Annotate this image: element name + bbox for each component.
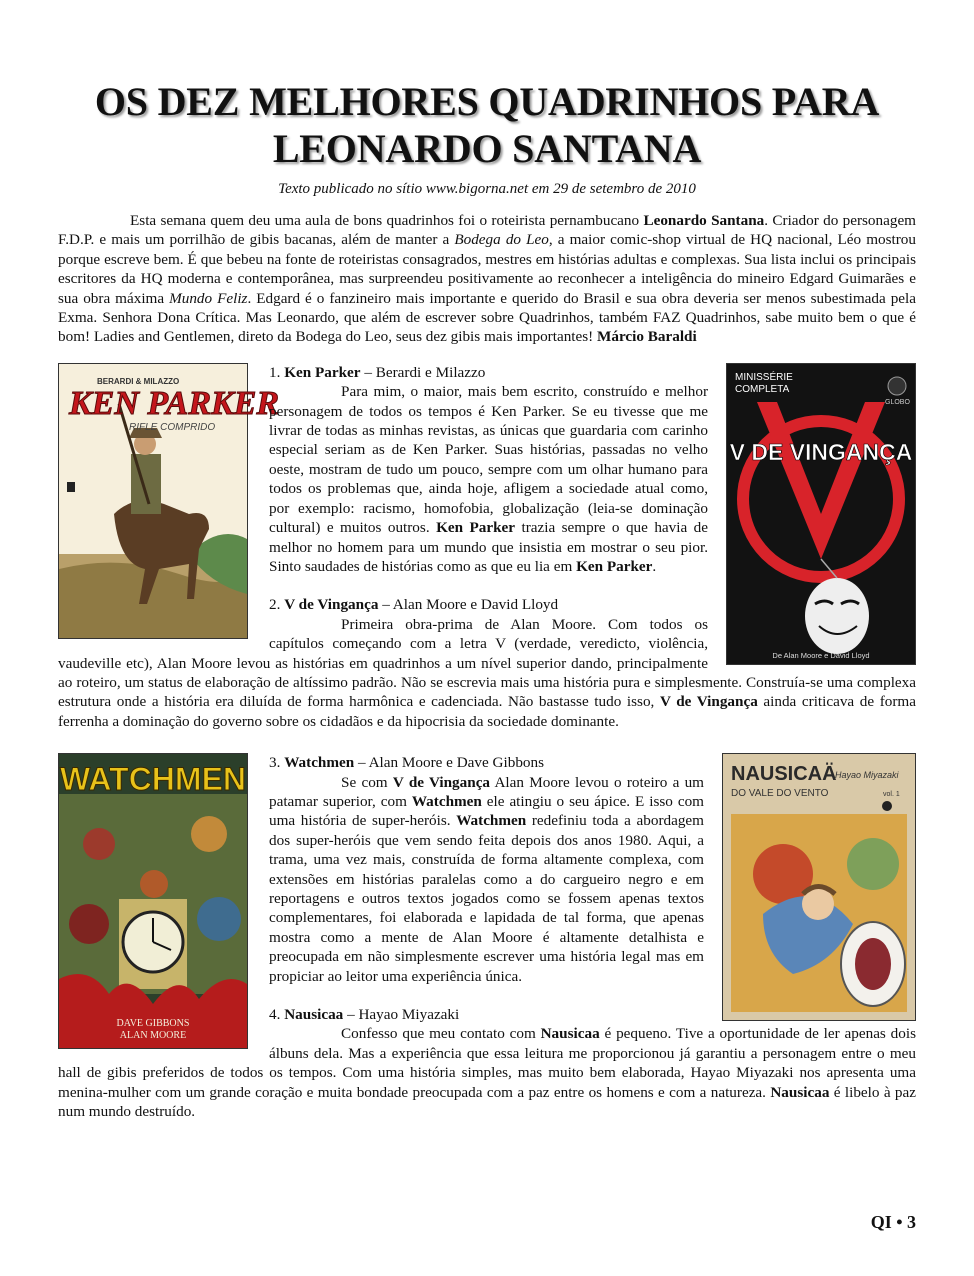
block-items-1-2 bbox=[58, 363, 916, 731]
item-1-text: Para mim, o maior, mais bem escrito, construído e melhor personagem de todos os tempos é Ken Parker. Se eu tivesse que me livrar de todas as minhas revistas, as únicas que guardaria com carinho especial seriam as de Ken Parker. Suas histórias, passadas no velho oeste, mostram de tudo um pouco, sempre com um olhar humano para todos os problemas que, ainda hoje, afligem a sociedade atual como, por exemplo: racismo, homofobia, globalização (leia-se dominação cultural) e muitos outros. Ken Parker trazia sempre o que havia de melhor no homem para um mundo que insistia em mostrar o seu pior. Sinto saudades de histórias como as que eu lia em Ken Parker. bbox=[269, 383, 708, 575]
watchmen-logo: WATCHMEN bbox=[59, 761, 247, 798]
watchmen-cover-art bbox=[59, 754, 247, 1048]
page-number: QI • 3 bbox=[870, 1212, 916, 1232]
item-2-heading: 2. V de Vingança – Alan Moore e David Lloyd bbox=[269, 596, 559, 614]
watchmen-credit-2: ALAN MOORE bbox=[119, 1030, 187, 1042]
nausicaa-logo: NAUSICAÄ bbox=[731, 763, 837, 786]
v-top-line2: COMPLETA bbox=[735, 383, 790, 395]
v-de-vinganca-cover-art bbox=[727, 364, 915, 664]
article-title: OS DEZ MELHORES QUADRINHOS PARA LEONARDO SANTANA bbox=[94, 79, 880, 171]
ken-parker-cover-art bbox=[59, 364, 280, 638]
ken-parker-credit: BERARDI & MILAZZO bbox=[97, 376, 180, 386]
ken-parker-subtitle: RIFLE COMPRIDO bbox=[129, 421, 216, 433]
v-top-line1: MINISSÉRIE bbox=[735, 371, 793, 383]
ken-parker-logo: KEN PARKER bbox=[69, 384, 280, 422]
item-4-text: Confesso que meu contato com Nausicaa é pequeno. Tive a oportunidade de ler apenas dois álbuns dela. Mas a experiência que essa leitura me proporcionou já garantiu a personagem entre o meu hall de gibis preferidos de todos os tempos. Com uma história simples, mas muito bem elaborada, Hayao Miyazaki nos apresenta uma menina-mulher com um grande coração e muita bondade preocupada com a paz entre os homens e com a natureza. Nausicaa é libelo à paz num mundo destruído. bbox=[58, 1025, 916, 1121]
item-2-text: Primeira obra-prima de Alan Moore. Com todos os capítulos começando com a letra V (verdade, veredicto, violência, vaudeville etc), Alan Moore levou as histórias em quadrinhos a um nível superior dando, principalmente ao roteiro, um status de elaboração de altíssimo padrão. Não se escrevia mais uma história pura e simplesmente. Construía-se uma complexa estrutura onde a história era diluída de forma harmônica e cadenciada. Não bastasse tudo isso, V de Vingança ainda criticava de forma ferrenha a dominação do governo sobre os cidadãos e da hipocrisia da sociedade dominante. bbox=[58, 615, 916, 730]
nausicaa-volume: vol. 1 bbox=[883, 791, 900, 799]
cover-watchmen bbox=[58, 753, 248, 1049]
article bbox=[58, 78, 916, 1121]
item-3-text: Se com V de Vingança Alan Moore levou o roteiro a um patamar superior, com Watchmen ele atingiu o seu ápice. E isso com uma história de super-heróis. Watchmen redefiniu toda a abordagem dos super-heróis que vem sendo feita depois dos anos 1980. Aqui, a trama, uma vez mais, construída de forma altamente complexa, com extensões em histórias paralelas como a do cargueiro negro e em reportagens e outros textos jogados como se fossem apenas textos complementares, foi elaborada e lapidada de tal forma, que apenas mostra como a mente de Alan Moore é altamente detalhista e preocupada em não simplesmente escrever uma história legal mas em propiciar ao leitor uma experiência única. bbox=[269, 773, 704, 985]
intro-paragraph: Esta semana quem deu uma aula de bons quadrinhos foi o roteirista pernambucano Leonardo Santana. Criador do personagem F.D.P. e mais um porrilhão de gibis bacanas, além de manter a Bodega do Leo, a maior comic-shop virtual de HQ nacional, Léo mostrou porque escreve bem. É que bebeu na fonte de roteiristas consagrados, mestres em histórias adultas e complexas. Sua lista inclui os principais escritores da HQ moderna e contemporânea, mas surpreendeu positivamente ao reconhecer a inteligência do mineiro Edgard Guimarães e sua obra máxima Mundo Feliz. Edgard é o fanzineiro mais importante e querido do Brasil e sua obra deveria ser menos subestimada pela Exma. Senhora Dona Crítica. Mas Leonardo, que além de escrever sobre Quadrinhos, também FAZ Quadrinhos, sabe muito bem o que é bom! Ladies and Gentlemen, direto da Bodega do Leo, seus dez gibis mais importantes! Márcio Baraldi bbox=[58, 212, 916, 346]
nausicaa-cover-art bbox=[723, 754, 915, 1020]
v-logo: V DE VINGANÇA bbox=[729, 438, 913, 465]
v-publisher-badge: GLOBO bbox=[885, 398, 910, 406]
cover-nausicaa bbox=[722, 753, 916, 1021]
watchmen-credit-1: DAVE GIBBONS bbox=[116, 1018, 190, 1030]
nausicaa-author: Hayao Miyazaki bbox=[835, 770, 899, 781]
block-items-3-4 bbox=[58, 753, 916, 1121]
publication-note: Texto publicado no sítio www.bigorna.net em 29 de setembro de 2010 bbox=[278, 181, 696, 197]
item-3-heading: 3. Watchmen – Alan Moore e Dave Gibbons bbox=[269, 754, 545, 772]
v-credit: De Alan Moore e David Lloyd bbox=[772, 650, 870, 660]
nausicaa-subtitle: DO VALE DO VENTO bbox=[731, 788, 829, 800]
cover-ken-parker bbox=[58, 363, 280, 639]
item-1-heading: 1. Ken Parker – Berardi e Milazzo bbox=[269, 363, 486, 381]
cover-v-de-vinganca bbox=[726, 363, 916, 665]
item-4-heading: 4. Nausicaa – Hayao Miyazaki bbox=[269, 1006, 460, 1024]
